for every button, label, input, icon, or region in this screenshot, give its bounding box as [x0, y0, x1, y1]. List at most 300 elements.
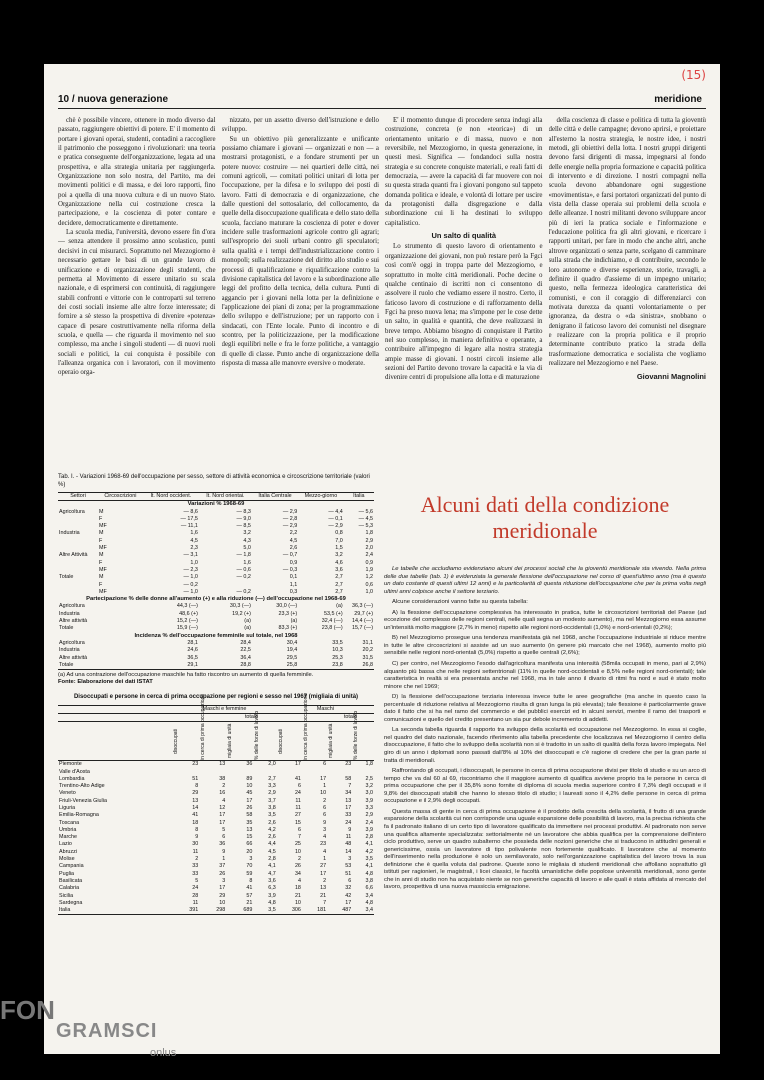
table2-cell: 66 — [246, 841, 253, 848]
table2-cell: 27 — [320, 863, 327, 870]
table1-cell: 36,5 — [187, 654, 198, 661]
table1-cell: MF — [99, 523, 107, 530]
table2-cell: 3,6 — [268, 877, 276, 884]
table2-cell: 689 — [243, 907, 253, 914]
watermark-fon: FON — [0, 995, 55, 1025]
table1-cell — [58, 545, 98, 552]
table2-row — [58, 900, 374, 907]
table2-cell: 38 — [219, 775, 226, 782]
table1-cell — [58, 567, 98, 574]
table2-cell: 11 — [192, 899, 199, 906]
table1-note — [58, 672, 374, 686]
table1-row — [58, 655, 374, 662]
table1-cell: — 8,6 — [183, 508, 198, 515]
table1-cell: 23,8 (—) — [321, 625, 343, 632]
table1-cell: 32,4 (—) — [321, 618, 343, 625]
table1-row — [58, 530, 374, 537]
table2-cell: 11 — [295, 805, 301, 811]
table1-cell: 15,2 (—) — [176, 618, 198, 625]
table1-cell: 0,9 — [365, 559, 373, 566]
table1-row — [58, 582, 374, 589]
table2-row — [58, 849, 374, 856]
article-block — [384, 474, 706, 1044]
table2-cell: 5 — [222, 826, 226, 833]
table2-cell — [327, 769, 352, 776]
table1-cell: 36,4 — [240, 654, 251, 661]
table2-col-header — [226, 722, 253, 761]
table2-cell: 1 — [222, 856, 226, 863]
table1-row — [58, 603, 374, 610]
table2-row — [58, 856, 374, 863]
table1-cell: — 2,9 — [282, 508, 298, 515]
table2-cell: 15 — [246, 834, 253, 841]
table2-row — [58, 761, 374, 769]
table1-cell: Altre attività — [59, 618, 88, 625]
table1-cell: 31,5 — [362, 654, 373, 661]
table2-row — [58, 783, 374, 790]
paragraph: chè è possibile vincere, ottenere in modo diverso dal passato, raggiungere obiettivi di potere. E' il momento di portare i giovani operai, studenti, contadini a raccogliere il patrimonio che posseggono i rivoluzionari: una teoria e pratica conseguente dell'organizzazione, legata ad una prospettiva, e alla strategia unitaria per raggiungerla. Organizzazione non solo nostra, del Partito, ma dei movimenti politici e di massa, e dei loro rapporti, fino poi a quella di una nuova cultura e di un nuovo Stato. Organizzazione nella cui costruzione cresca la partecipazione, e la coscienza di poter contare e decidere, democraticamente e direttamente. — [58, 117, 216, 227]
table2-cell: 17 — [345, 805, 352, 811]
text-column-3 — [385, 116, 543, 452]
section-heading: Un salto di qualità — [431, 231, 497, 241]
table2-group2: Maschi — [277, 705, 374, 713]
table1 — [58, 492, 374, 670]
table1-cell: 19,4 — [286, 647, 298, 654]
table2-cell: 24 — [345, 819, 352, 826]
table1-cell: (a) — [244, 618, 251, 625]
table2-cell: 6 — [297, 783, 301, 790]
table2-cell: 4,2 — [268, 826, 276, 833]
table2-cell: 4,8 — [365, 870, 373, 877]
header-right: meridione — [654, 94, 702, 105]
page-mark: (15) — [681, 68, 706, 82]
table1-cell — [199, 582, 252, 589]
table1-row — [58, 662, 374, 670]
table2-cell: 51 — [345, 870, 352, 877]
table1-row — [58, 516, 374, 523]
table2-cell: 30 — [192, 841, 199, 848]
table1-cell: 26,8 — [362, 661, 373, 668]
article-paragraph: Raffrontando gli occupati, i disoccupati, le persone in cerca di prima occupazione divisi per titolo di studio e su un arco di tempo che va dal 60 al 69, riscontriamo che il maggiore aumento di qualifica avviene proprio tra le persone in cerca di prima occupazione che per il 35,8% sono fornite di diploma di scuola media superiore contro il 7,3% degli occupati e il 9,8% dei disoccupati stabili che hanno lo stesso titolo di studio; i laureati sono il 4,2% delle persone in cerca di prima occupazione e il 2,9% degli occupati. — [384, 768, 706, 805]
table2-cell — [302, 769, 327, 776]
table2-cell: 17 — [219, 885, 226, 892]
table1-cell: 1,6 — [243, 559, 251, 566]
table1-cell: — 9,0 — [236, 515, 251, 522]
table2-cell: 2,4 — [365, 819, 373, 826]
table1-header-cell: Circoscrizioni — [98, 493, 143, 501]
table1-cell: 1,2 — [365, 574, 373, 581]
table2-cell: 9 — [222, 848, 226, 855]
table2-cell: 17 — [320, 870, 327, 877]
table1-cell: — 0,7 — [282, 552, 298, 559]
table2-cell: 4,7 — [268, 870, 276, 877]
watermark-gramsci: GRAMSCI — [56, 1020, 158, 1042]
table1-cell: 4,5 — [190, 537, 198, 544]
table1-cell: 29,7 (+) — [354, 610, 373, 617]
table2-cell: 3,5 — [268, 812, 276, 819]
table2-cell: 3,4 — [365, 907, 373, 914]
article-paragraph: Alcune considerazioni vanno fatte su questa tabella: — [392, 599, 528, 606]
table2-cell: 9 — [348, 826, 352, 833]
table2-col-label: in cerca di prima occupazione — [302, 694, 309, 761]
table2-cell: 42 — [345, 892, 352, 899]
table1-cell: MF — [99, 566, 107, 573]
table1-section-variazioni — [58, 501, 374, 509]
table2-cell: 20 — [246, 848, 253, 855]
table1-cell: — 8,3 — [236, 508, 251, 515]
table2-cell — [352, 769, 374, 776]
table2-row — [58, 827, 374, 834]
table2-cell: 3,0 — [365, 790, 373, 797]
paragraph: E' il momento dunque di procedere senza indugi alla costruzione, concreta (e non «teorica») di un orientamento unitario e di massa, nuovo e non reversibile, nel Mezzogiorno, in questa generazione, in questi mesi. Significa — fondandoci sulla nostra strategia e su concrete conquiste materiali, e reali fatti di democrazia, — avere la capacità di far muovere con noi su questa strada quanti fra i giovani pongono sul tappeto domanda politica e ideale, e volontà di lottare per uscire da protagonisti dalla disgregazione e dalla subordinazione cui li ha destinati lo sviluppo capitalistico. — [385, 117, 543, 227]
table2-cell: 306 — [291, 907, 301, 914]
table2-cell: 8 — [195, 826, 199, 833]
table1-cell: Industria — [59, 610, 80, 617]
header-rule — [58, 108, 706, 109]
table2-cell: 27 — [294, 812, 301, 819]
table2-cell: 6 — [323, 805, 327, 811]
table2-cell — [277, 769, 302, 776]
table1-cell: — 2,3 — [183, 566, 198, 573]
article-paragraph: A) la flessione dell'occupazione complessiva ha interessato in pratica, tutte le circoscrizioni territoriali del Paese (ad eccezione del complesso delle regioni centrali, nelle quali segna un modesto aumento), ma nel Mezzogiorno essa assume un'intensità molto maggiore (2,7% in meno) rispetto alle regioni nord-occidentali (1,0%) e nord-orientali (0,2%); — [384, 609, 706, 631]
table2-cell: 13 — [320, 885, 327, 892]
table2-cell: Valle d'Aosta — [59, 768, 90, 775]
table2-cell: 48 — [345, 841, 352, 848]
table2-cell: 3,2 — [365, 783, 373, 790]
table1-cell: 23,8 — [332, 661, 343, 668]
table2-cell: 24 — [294, 790, 301, 797]
table1-cell: Totale — [59, 625, 74, 632]
table1-cell: Industria — [59, 647, 80, 654]
table2-cell: 33 — [345, 812, 352, 819]
text-column-1 — [58, 116, 216, 452]
table1-cell: 25,3 — [332, 654, 343, 661]
table1-cell: F — [99, 537, 103, 544]
table1-cell: — 0,1 — [328, 515, 343, 522]
table2-cell: 3 — [323, 826, 327, 833]
table2-cell — [199, 769, 226, 776]
table1-cell: MF — [99, 545, 107, 552]
table1-cell: — 11,1 — [180, 523, 198, 530]
table1-cell: 28,8 — [240, 661, 251, 668]
table2-cell: 59 — [246, 870, 253, 877]
table2-cell: 1 — [323, 783, 327, 790]
table1-cell: — 2,9 — [282, 523, 298, 530]
table1-cell: — 0,2 — [183, 581, 198, 588]
table1-cell: 24,6 — [187, 647, 198, 654]
paragraph: nizzato, per un assetto diverso dell'istruzione e dello sviluppo. — [221, 117, 379, 134]
table1-row — [58, 560, 374, 567]
table2-cell: 58 — [246, 812, 253, 819]
table1-header-cell: It. Nord orientai. — [199, 493, 252, 501]
table2-cell: 35 — [246, 819, 253, 826]
table1-cell: 2,9 — [365, 537, 373, 544]
table2-cell: 3,3 — [268, 783, 276, 790]
table2-cell — [172, 769, 199, 776]
table1-source: Fonte: Elaborazione dei dati ISTAT — [58, 679, 153, 686]
table2-cell: 487 — [342, 907, 352, 914]
table1-cell: — 0,2 — [236, 588, 251, 595]
table2-cell: Friuli-Venezia Giulia — [59, 797, 107, 804]
table2-cell: 6 — [323, 812, 327, 819]
table1-cell: M — [99, 508, 104, 515]
table1-cell: — 1,0 — [183, 574, 198, 581]
table2-cell: Calabria — [59, 885, 80, 892]
table1-cell: Agricoltura — [59, 603, 85, 610]
table1-cell: — 17,5 — [180, 515, 198, 522]
table1-cell: — 5,3 — [358, 523, 373, 530]
table1-cell — [58, 538, 98, 545]
table1-cell: 29,1 — [187, 661, 198, 668]
table1-header-cell: Mezzo-giorno — [298, 493, 344, 501]
table1-cell: (a) — [336, 603, 343, 610]
table2-cell: 58 — [345, 775, 352, 782]
table2-cell: 3 — [222, 877, 226, 884]
table1-cell — [58, 523, 98, 530]
table2-cell: 51 — [192, 775, 199, 782]
table1-cell: — 5,6 — [358, 508, 373, 515]
table2-cell: 4 — [222, 797, 226, 804]
table1-cell: MF — [99, 588, 107, 595]
table2-cell: 3,7 — [268, 797, 276, 804]
table1-cell: 36,3 (—) — [352, 603, 373, 610]
article-paragraph: B) nel Mezzogiorno prosegue una tendenza manifestata già nel 1968, anche l'occupazione industriale si riduce mentre in tutte le altre circoscrizioni si assiste ad un suo aumento (in genere più marcato che nel 1968), aumento molto più sensibile nelle regioni nord-orientali (5,0%) rispetto a quelle centrali (2,6%); — [384, 635, 706, 657]
table2-cell: 2 — [297, 856, 301, 863]
table2-cell: 14 — [192, 805, 199, 811]
table2-cell: 181 — [317, 907, 327, 914]
table2-col-header — [327, 722, 352, 761]
table2-cell: 33 — [192, 870, 199, 877]
table1-cell: 53,5 (+) — [323, 610, 343, 617]
body-columns — [58, 116, 706, 452]
table2-cell: 33 — [192, 863, 199, 870]
table2-cell: 26 — [246, 805, 253, 811]
table1-row — [58, 538, 374, 545]
table2-cell: 23 — [345, 761, 352, 768]
table2-col-header — [172, 722, 199, 761]
table2-cell: 7 — [297, 834, 301, 841]
table2-row — [58, 841, 374, 848]
table2-cell: Marche — [59, 834, 77, 841]
table2-cell: 17 — [219, 812, 226, 819]
table1-cell: 1,9 — [365, 566, 373, 573]
table2-cell: 4,8 — [365, 899, 373, 906]
table1-cell: 30,0 (—) — [276, 603, 298, 610]
table2-cell: 23 — [192, 761, 199, 768]
table2-col-header — [277, 722, 302, 761]
table1-cell: 30,3 (—) — [229, 603, 251, 610]
table2-cell: Puglia — [59, 870, 74, 877]
table1-cell: M — [99, 574, 104, 581]
table2-cell: 11 — [295, 797, 301, 804]
table1-cell — [58, 516, 98, 523]
table2-cell: 36 — [246, 761, 253, 768]
table1-cell: — 1,8 — [236, 552, 251, 559]
article-paragraph: C) per contro, nel Mezzogiorno l'esodo dall'agricoltura manifesta una intensità (58mila occupati in meno, pari al 2,9%) alquanto più bassa che nelle regioni settentrionali (11% in quelle nord-occidentali e 8,5% nelle regioni nord-orientali); tale caratteristica in realtà si era presentata anche nel 1968, ma in tale anno il divario di ritmi fra nord e sud è stato molto minore che nel 1969; — [384, 661, 706, 690]
table1-row — [58, 611, 374, 618]
table2-cell: 7 — [348, 783, 352, 790]
table1-cell: Industria — [59, 530, 80, 537]
table2-cell: 4 — [323, 834, 327, 841]
table2-row — [58, 871, 374, 878]
table1-cell: F — [99, 581, 103, 588]
table2-col-label: % delle forze di lavoro — [353, 711, 360, 761]
table2-totale-1: totale — [226, 713, 277, 721]
table2-cell: 13 — [246, 826, 253, 833]
table2-cell: 3,3 — [365, 805, 373, 811]
table2-cell: 3,9 — [365, 797, 373, 804]
table2-cell: 3,4 — [365, 892, 373, 899]
table2-cell: 4 — [323, 848, 327, 855]
table1-row — [58, 545, 374, 552]
table1-cell: 2,7 — [335, 574, 343, 581]
table1-cell: (a) — [290, 618, 298, 625]
table2-row — [58, 907, 374, 915]
table2-cell: 4,2 — [365, 848, 373, 855]
table2-corner — [58, 722, 172, 761]
table1-cell: 83,3 (+) — [278, 625, 298, 632]
table1-cell: — 0,3 — [282, 566, 298, 573]
table1-cell: Altre attività — [59, 654, 88, 661]
table2-cell: 34 — [294, 870, 301, 877]
table1-cell: 28,1 — [187, 639, 198, 646]
table2-cell: Veneto — [59, 790, 76, 797]
table1-cell: 33,5 — [332, 639, 343, 646]
table1-cell: 22,5 — [240, 647, 251, 654]
table2-group1: Maschi e femmine — [172, 705, 277, 713]
table1-row — [58, 618, 374, 625]
paragraph: Su un obiettivo più generalizzante e unificante possiamo chiamare i giovani — organizzati e non — a mostrarsi protagonisti, e a fondare strumenti per un potere nuovo: costruire — nei quartieri delle città, nei comuni agricoli, — comitati politici unitari di lotta per l'occupazione, per la difesa e lo sviluppo dei posti di lavoro. Fatti di democrazia e di organizzazione, che dalle questioni del sottosalario, del collocamento, da quelle della disoccupazione qualificata e dello stato della scuola, facciano maturare la coscienza di poter e dover incidere sulle trasformazioni agricole contro gli agrari; sull'esproprio dei suoli urbani contro gli speculatori; sulla qualità e i tempi dell'industrializzazione contro i monopoli; sulla realizzazione del diritto allo studio e sui processi di qualificazione e riqualificazione contro la divisione capitalistica del lavoro e la subordinazione alle leggi del profitto della tecnica, della cultura. Punti di aggancio per i giovani nella lotta per la definizione e l'applicazione dei piani di zona; per la programmazione dello sviluppo e dell'istruzione; per un rapporto con i sindacati, con l'Ente locale. Punto di incontro e di scontro, per la politicizzazione, per la modificazione degli equilibri nelle e fra le forze politiche, a vantaggio di quelle di classe. Punto anche di organizzazione della risposta di massa alle manovre eversive o moderate. — [221, 135, 379, 367]
table1-cell: 1,1 — [289, 581, 298, 588]
table2-cell: 24 — [192, 885, 199, 892]
table2-cell: 11 — [192, 848, 199, 855]
table2-cell: 14 — [345, 848, 352, 855]
table2-cell: 29 — [192, 790, 199, 797]
table2-cell: 11 — [345, 834, 352, 841]
table2-row — [58, 885, 374, 892]
table2-cell: 2,6 — [268, 834, 276, 841]
table1-cell: Totale — [59, 661, 74, 668]
table2-cell: Molise — [59, 856, 75, 863]
table2-col-label: migliaia di unità — [328, 723, 335, 759]
table2-cell: 2,5 — [365, 775, 373, 782]
table1-cell: 2,7 — [335, 588, 343, 595]
table2-cell: Emilia-Romagna — [59, 812, 99, 819]
table1-header-cell: It. Nord occident. — [143, 493, 199, 501]
table1-row — [58, 567, 374, 574]
table2-cell: 4,4 — [268, 841, 276, 848]
table2-row — [58, 798, 374, 805]
table1-cell: 44,3 (—) — [176, 603, 198, 610]
table2-row — [58, 812, 374, 819]
table1-cell: F — [99, 559, 103, 566]
table2-cell: 16 — [219, 790, 226, 797]
table2-cell: 4,5 — [268, 848, 276, 855]
watermark-onlus: onlus — [150, 1047, 177, 1059]
table1-row — [58, 509, 374, 516]
table1-row — [58, 552, 374, 559]
table1-cell: 1,8 — [365, 530, 373, 537]
table1-cell: M — [99, 552, 104, 559]
table2-caption: Disoccupati e persone in cerca di prima occupazione per regioni e sesso nel 1967 (migliaia di unità) — [73, 694, 359, 701]
table2-col-label: migliaia di unità — [227, 723, 234, 759]
table2-cell: 3,5 — [268, 907, 276, 914]
table2-row — [58, 805, 374, 812]
table2-cell: 36 — [219, 841, 226, 848]
table1-cell: 25,8 — [286, 661, 298, 668]
table2-cell: Sicilia — [59, 892, 74, 899]
table2-cell: 1 — [323, 856, 327, 863]
table1-cell: M — [99, 530, 104, 537]
table2-row — [58, 834, 374, 841]
table1-cell: 3,2 — [243, 530, 251, 537]
table1-cell: — 0,2 — [236, 574, 251, 581]
table2-cell: 18 — [294, 885, 301, 892]
table2-cell: 89 — [246, 775, 253, 782]
table1-cell: 2,7 — [335, 581, 343, 588]
table2-cell: 13 — [219, 761, 226, 768]
paragraph: La scuola media, l'università, devono essere fin d'ora — senza attendere il prossimo anno scolastico, punti decisivi in cui misurarci. Soprattutto nel Mezzogiorno è necessario gettare le basi di un grande lavoro di unificazione e di organizzazione degli studenti, che permetta al Movimento di essere unitario su scala nazionale, e di esprimersi con continuità, di raggiungere stabili confronti e vittorie con le controparti sul terreno dei costi sociali insieme alle altre forze interessate; di fornire a sè stesso la prospettiva di divenire «potenza» capace di pesare costruttivamente nella riforma della scuola, e quella — che riguarda il movimento nel suo complesso, ma anche i singoli studenti — di nuovi ruoli sociali e politici, la cui conquista è possibile con l'alleanza organica con i lavoratori, con il movimento operaio orga- — [58, 229, 216, 377]
page-header — [44, 64, 720, 116]
table1-row — [58, 625, 374, 632]
table1-header-cell: Settori — [58, 493, 98, 501]
table2-cell: 6 — [222, 834, 226, 841]
table1-cell: 1,6 — [190, 530, 198, 537]
table2-cell: 3,9 — [365, 826, 373, 833]
table2-cell: 1,8 — [365, 761, 373, 768]
table1-cell: 31,1 — [362, 639, 373, 646]
table2-cell: 391 — [189, 907, 199, 914]
table2-row — [58, 820, 374, 827]
table2-cell: 9 — [323, 819, 327, 826]
table1-cell: 4,3 — [243, 537, 251, 544]
table2-cell: 17 — [246, 797, 253, 804]
table1-row — [58, 647, 374, 654]
author-signature: Giovanni Magnolini — [636, 372, 706, 382]
table2-cell: 13 — [192, 797, 199, 804]
table1-cell: 15,9 (—) — [176, 625, 198, 632]
table2-row — [58, 769, 374, 776]
table2-cell: Toscana — [59, 819, 80, 826]
table2-cell: 298 — [216, 907, 226, 914]
table2-cell: 6,6 — [365, 885, 373, 892]
table2-cell: Italia — [59, 907, 71, 914]
table2-cell: 41 — [294, 775, 301, 782]
table2-cell: 2 — [222, 783, 226, 790]
table2-col-header — [352, 711, 374, 761]
text-column-2 — [222, 116, 380, 452]
table2-cell: 2,7 — [268, 775, 276, 782]
article-body — [384, 566, 706, 892]
table2-cell: 41 — [246, 885, 253, 892]
table1-row — [58, 574, 374, 581]
table2-cell: 21 — [246, 899, 253, 906]
article-paragraph: Questa massa di gente in cerca di prima occupazione è il prodotto della crescita della scolarità, il frutto di una grande espansione della scolarità cui non corrisponde una uguale espansione delle possibilità di lavoro, ma la precisa richiesta che fa il padronato italiano di un certo tipo di lavoratore qualificato da immettere nei processi produttivi. Al padronato non serve una qualifica altamente specializzata: settorialmente né un lavoratore che abbia qualifica per la comprensione dell'intero ciclo produttivo, serve un quadro subalterno che possieda delle nozioni generiche che si traducono in attitudini generali e genericissime, ossia un lavoratore di tipo polivalente non fortemente qualificato. Il lavoratore che al momento dell'inserimento nella produzione è solo un semilavorato, solo nell'organizzazione capitalistica del lavoro trova la sua definizione che è quella voluta dal padrone. Queste sono le migliaia di studenti meridionali che affollano soprattutto gli istituti per ragionieri, le magistrali, i licei classici, le facoltà umanistiche delle popolose università meridionali, sono gente che in anni di studio non ha acquistato niente se non generiche capacità di lavoro e alle quali è stata affidata al mercato del lavoro, prospettiva di una nuova massiccia emigrazione. — [384, 808, 706, 891]
table2-cell: 3 — [249, 856, 253, 863]
table2-cell: Lombardia — [59, 775, 85, 782]
table2-cell: 26 — [294, 863, 301, 870]
table2-cell: 23 — [320, 841, 327, 848]
table2-cell: 2 — [323, 877, 327, 884]
table1-cell: Agricoltura — [59, 508, 85, 515]
table2-cell: 3,8 — [365, 877, 373, 884]
table1-cell: Agricoltura — [59, 639, 85, 646]
table1-cell: 28,4 — [240, 639, 251, 646]
table2-cell: 10 — [294, 848, 301, 855]
table2-cell: Basilicata — [59, 877, 83, 884]
table1-section-incidenza — [58, 633, 374, 640]
table2-cell: 45 — [246, 790, 253, 797]
